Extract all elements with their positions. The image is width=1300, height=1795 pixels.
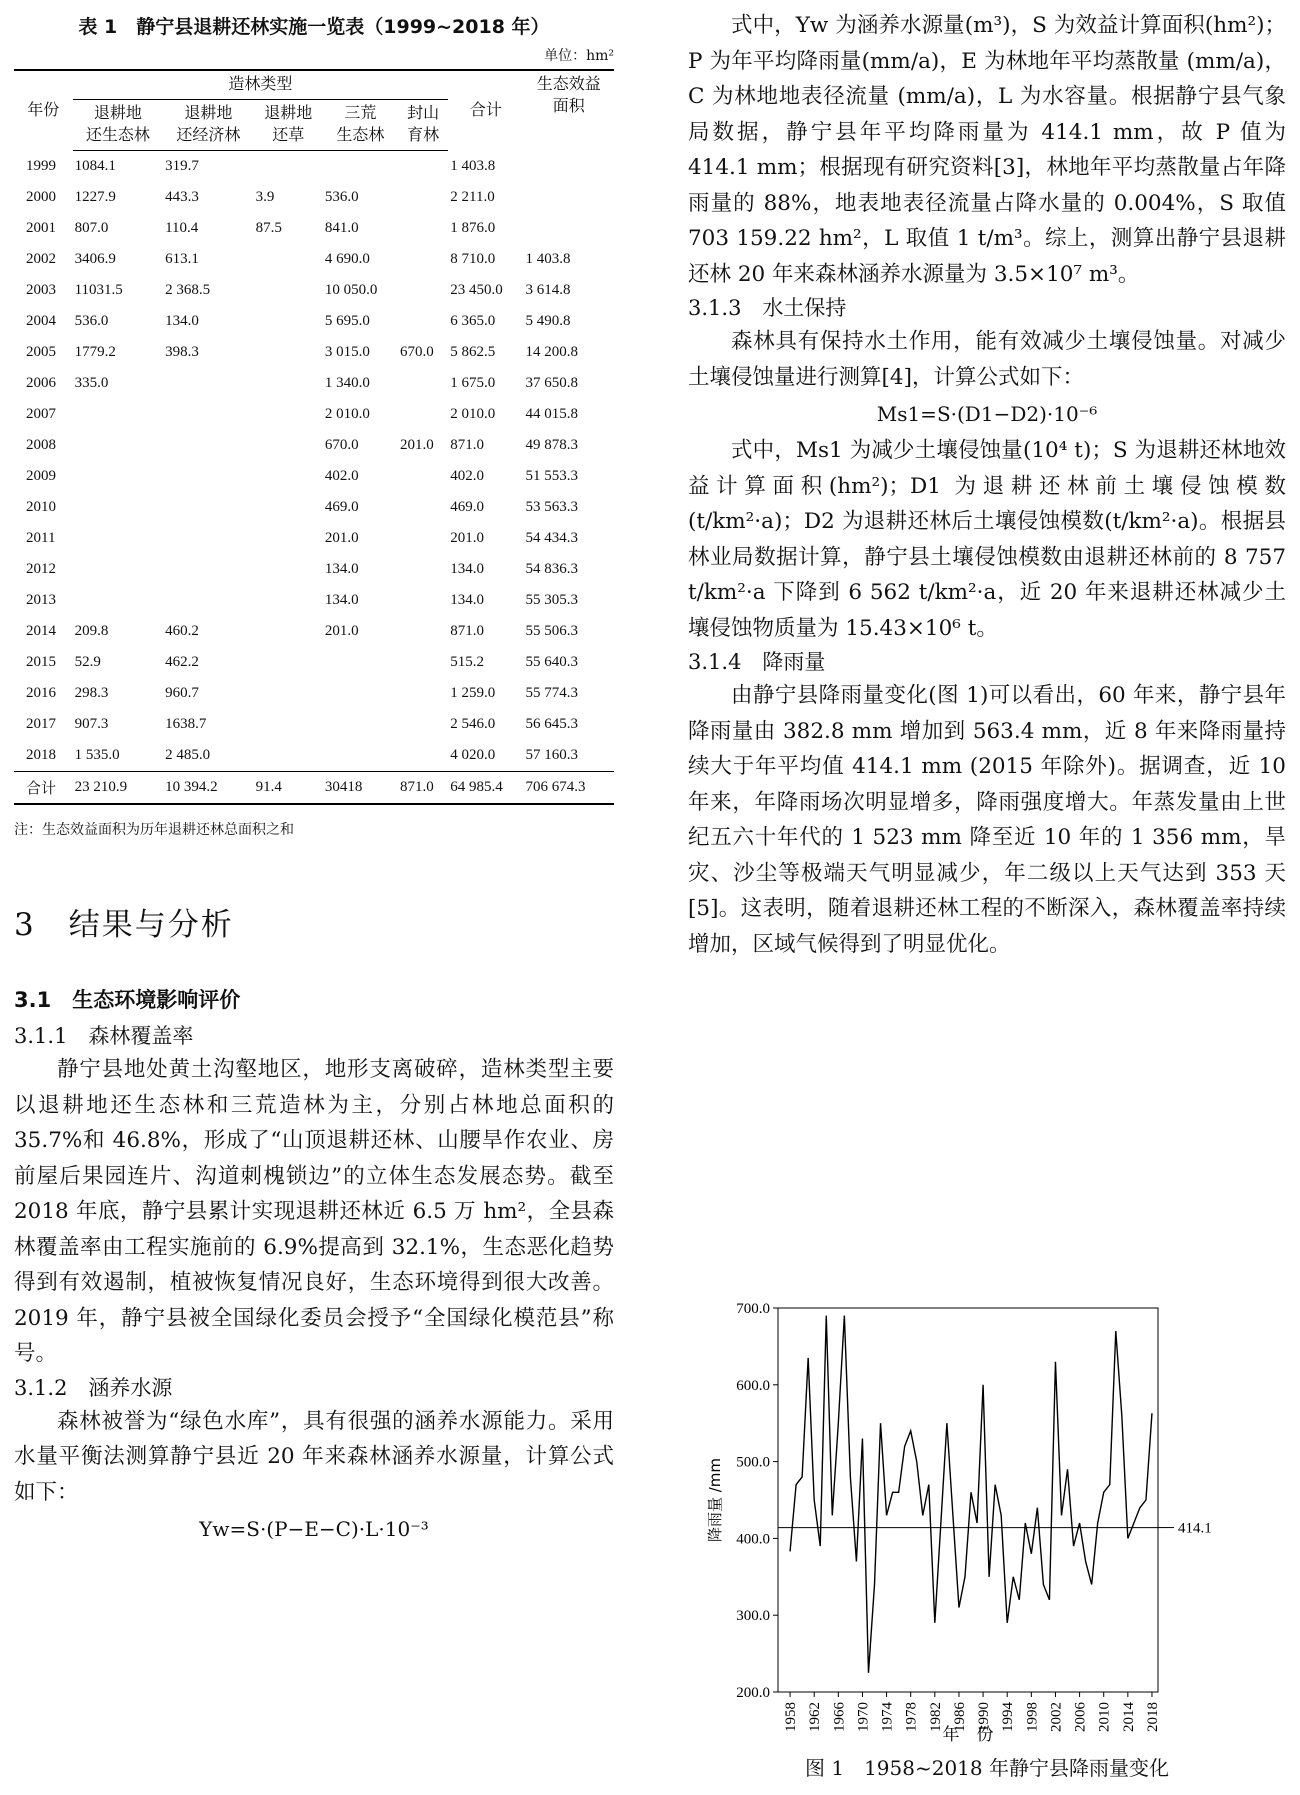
table-cell: 2004 — [26, 313, 56, 329]
table-cell — [73, 523, 164, 554]
table-cell: 201.0 — [450, 530, 484, 546]
table-cell: 670.0 — [324, 437, 359, 453]
table-cell — [398, 585, 448, 616]
table-cell: 670.0 — [400, 344, 434, 360]
table-cell: 10 394.2 — [163, 772, 254, 805]
y-tick-label: 500.0 — [736, 1454, 770, 1471]
subsubsection-water-conservation: 3.1.2 涵养水源 — [14, 1375, 173, 1400]
y-tick-label: 400.0 — [736, 1531, 770, 1548]
table-cell: 5 862.5 — [450, 344, 496, 360]
table-cell — [523, 151, 614, 183]
table-cell: 52.9 — [74, 654, 101, 670]
table-cell — [254, 306, 323, 337]
table-cell: 1 340.0 — [324, 375, 370, 391]
table-cell — [323, 709, 398, 740]
table-cell — [254, 585, 323, 616]
table-cell — [163, 461, 254, 492]
table-row — [14, 337, 614, 368]
table-cell: 402.0 — [450, 468, 484, 484]
table-cell: 871.0 — [398, 772, 448, 805]
table-cell — [254, 399, 323, 430]
table-cell: 2 368.5 — [165, 282, 211, 298]
table-cell: 1638.7 — [165, 716, 207, 732]
table-cell: 515.2 — [450, 654, 484, 670]
table-cell — [73, 461, 164, 492]
table-cell: 2009 — [26, 468, 56, 484]
header-area-line1: 生态效益 — [536, 76, 601, 93]
table-cell: 134.0 — [324, 592, 359, 608]
table-cell: 2016 — [26, 685, 56, 701]
table-row — [14, 430, 614, 461]
table-cell: 298.3 — [74, 685, 109, 701]
table-cell — [398, 554, 448, 585]
table-row — [14, 647, 614, 678]
paragraph-forest-coverage: 静宁县地处黄土沟壑地区，地形支离破碎，造林类型主要以退耕地还生态林和三荒造林为主，分别占林地总面积的 35.7%和 46.8%，形成了“山顶退耕还林、山腰旱作农业、房前屋后果园连片、沟道刺槐锁边”的立体生态发展态势。截至 2018 年底，静宁县累计实现退耕还林近 6.5 万 hm²，全县森林覆盖率由工程实施前的 6.9%提高到 32.1%，生态恶化趋势得到有效遏制，植被恢复情况良好，生态环境得到很大改善。2019 年，静宁县被全国绿化委员会授予“全国绿化模范县”称号。 — [14, 1057, 614, 1366]
x-tick-label: 2002 — [1048, 1702, 1065, 1732]
table-cell: 5 695.0 — [324, 313, 370, 329]
table-cell: 55 506.3 — [525, 623, 578, 639]
table-cell: 2010 — [26, 499, 56, 515]
table-cell — [398, 461, 448, 492]
table-cell: 841.0 — [324, 220, 359, 236]
table-cell: 91.4 — [254, 772, 323, 805]
header-col-line: 退耕地 — [93, 105, 142, 122]
table-cell: 443.3 — [165, 189, 199, 205]
table-cell — [163, 430, 254, 461]
table-cell: 536.0 — [324, 189, 359, 205]
table-cell — [398, 740, 448, 772]
header-col-line: 生态林 — [336, 127, 385, 144]
table-cell — [323, 678, 398, 709]
left-column — [14, 10, 614, 1548]
x-tick-label: 1978 — [903, 1702, 920, 1732]
table-cell: 3 614.8 — [525, 282, 571, 298]
paragraph-formula-explanation: 式中，Yw 为涵养水源量(m³)，S 为效益计算面积(hm²)；P 为年平均降雨量(mm/a)，E 为林地年平均蒸散量 (mm/a)，C 为林地地表径流量 (mm/a)，L 为水容量。根据静宁县气象局数据，静宁县年平均降雨量为 414.1 mm，故 P 值为 414.1 mm；根据现有研究资料[3]，林地年平均蒸散量占年降雨量的 88%，地表地表径流量占降水量的 0.004%，S 取值 703 159.22 hm²，L 取值 1 t/m³。综上，测算出静宁县退耕还林 20 年来森林涵养水源量为 3.5×10⁷ m³。 — [688, 13, 1286, 287]
table-cell: 402.0 — [324, 468, 359, 484]
table-cell — [254, 337, 323, 368]
table-row — [14, 275, 614, 306]
table-cell — [254, 368, 323, 399]
table-cell: 319.7 — [165, 158, 199, 174]
header-year: 年份 — [14, 70, 73, 151]
x-tick-label: 1970 — [855, 1702, 872, 1732]
formula-water: Yw=S·(P−E−C)·L·10⁻³ — [199, 1517, 429, 1541]
table-cell — [398, 399, 448, 430]
table-row — [14, 678, 614, 709]
table-cell: 1 403.8 — [525, 251, 571, 267]
table-cell — [398, 492, 448, 523]
table-cell: 23 450.0 — [450, 282, 503, 298]
table-cell — [163, 554, 254, 585]
table-cell: 10 050.0 — [324, 282, 378, 298]
y-tick-label: 300.0 — [736, 1608, 770, 1625]
table-cell: 398.3 — [165, 344, 199, 360]
table-cell: 51 553.3 — [525, 468, 578, 484]
table-cell — [398, 678, 448, 709]
header-col-1 — [163, 100, 254, 151]
table-cell: 56 645.3 — [525, 716, 578, 732]
table-cell: 2008 — [26, 437, 56, 453]
table-row — [14, 399, 614, 430]
table-cell: 335.0 — [74, 375, 109, 391]
table-cell — [523, 182, 614, 213]
mean-label: 414.1 — [1178, 1520, 1212, 1537]
table-cell — [254, 151, 323, 183]
header-area-line2: 面积 — [552, 98, 585, 115]
table-cell — [323, 647, 398, 678]
table-cell: 907.3 — [74, 716, 109, 732]
table-row — [14, 709, 614, 740]
y-axis-label: 降雨量 /mm — [706, 1457, 724, 1543]
table-cell — [398, 709, 448, 740]
table-cell: 2014 — [26, 623, 56, 639]
table-cell: 30418 — [323, 772, 398, 805]
table-cell — [398, 647, 448, 678]
table-cell: 201.0 — [324, 623, 359, 639]
table-cell: 1999 — [26, 157, 56, 174]
table-cell: 134.0 — [324, 561, 359, 577]
header-col-line: 还经济林 — [176, 127, 241, 144]
table-cell: 14 200.8 — [525, 344, 578, 360]
rainfall-series-line — [790, 1316, 1152, 1673]
table-title: 表 1 静宁县退耕还林实施一览表（1999~2018 年） — [78, 16, 550, 38]
table-cell: 1 535.0 — [74, 747, 120, 763]
table-cell: 54 836.3 — [525, 561, 578, 577]
table-cell: 合计 — [14, 772, 73, 805]
x-tick-label: 2014 — [1120, 1702, 1137, 1732]
table-cell: 2011 — [26, 530, 56, 546]
table-cell — [254, 678, 323, 709]
rainfall-chart — [688, 1288, 1286, 1748]
table-cell: 2015 — [26, 654, 56, 670]
table-cell — [73, 554, 164, 585]
x-tick-label: 1990 — [976, 1702, 993, 1732]
x-tick-label: 2018 — [1144, 1702, 1161, 1732]
table-cell — [398, 616, 448, 647]
table-cell: 2006 — [26, 375, 56, 391]
table-cell — [163, 523, 254, 554]
paragraph-water-conservation: 森林被誉为“绿色水库”，具有很强的涵养水源能力。采用水量平衡法测算静宁县近 20 年来森林涵养水源量，计算公式如下： — [14, 1408, 614, 1505]
table-unit: 单位：hm² — [544, 48, 614, 64]
table-cell — [254, 740, 323, 772]
reforestation-table — [14, 69, 614, 805]
paragraph-rainfall: 由静宁县降雨量变化(图 1)可以看出，60 年来，静宁县年降雨量由 382.8 mm 增加到 563.4 mm，近 8 年来降雨量持续大于年平均值 414.1 mm (2015 年除外)。据调查，近 10 年来，年降雨场次明显增多，降雨强度增大。年蒸发量由上世纪五六十年代的 1 523 mm 降至近 10 年的 1 356 mm，旱灾、沙尘等极端天气明显减少，年二级以上天气达到 353 天[5]。这表明，随着退耕还林工程的不断深入，森林覆盖率持续增加，区域气候得到了明显优化。 — [688, 683, 1286, 957]
table-cell: 469.0 — [324, 499, 359, 515]
table-cell: 2005 — [26, 344, 56, 360]
table-cell — [254, 492, 323, 523]
table-cell: 2003 — [26, 282, 56, 298]
table-cell: 134.0 — [450, 561, 484, 577]
header-total: 合计 — [448, 70, 523, 151]
table-cell: 2 010.0 — [324, 406, 370, 422]
table-cell: 23 210.9 — [73, 772, 164, 805]
section-heading: 3 结果与分析 — [14, 907, 234, 943]
table-cell: 8 710.0 — [450, 251, 496, 267]
table-cell — [254, 554, 323, 585]
table-cell: 1 876.0 — [450, 220, 496, 236]
x-tick-label: 1974 — [879, 1702, 896, 1732]
table-cell — [163, 492, 254, 523]
table-cell — [398, 306, 448, 337]
header-col-2 — [254, 100, 323, 151]
table-cell: 87.5 — [255, 220, 282, 236]
header-area — [523, 70, 614, 151]
table-cell: 53 563.3 — [525, 499, 578, 515]
table-cell — [398, 213, 448, 244]
table-cell — [398, 523, 448, 554]
header-col-line: 三荒 — [344, 105, 377, 122]
header-col-line: 退耕地 — [264, 105, 313, 122]
table-row — [14, 585, 614, 616]
table-cell: 2000 — [26, 189, 56, 205]
table-cell — [523, 213, 614, 244]
table-row — [14, 368, 614, 399]
right-column — [688, 8, 1286, 962]
header-col-4 — [398, 100, 448, 151]
table-cell: 613.1 — [165, 251, 199, 267]
table-cell — [254, 275, 323, 306]
x-tick-label: 1982 — [927, 1702, 944, 1732]
x-tick-label: 1994 — [1000, 1702, 1017, 1732]
table-cell: 4 020.0 — [450, 747, 496, 763]
table-cell: 2012 — [26, 561, 56, 577]
plot-frame — [778, 1308, 1158, 1692]
x-tick-label: 1966 — [831, 1702, 848, 1732]
table-cell — [254, 430, 323, 461]
table-cell — [163, 585, 254, 616]
table-cell: 2013 — [26, 592, 56, 608]
table-cell: 1 403.8 — [450, 157, 496, 174]
table-cell: 54 434.3 — [525, 530, 578, 546]
table-cell: 2018 — [26, 747, 56, 763]
table-row — [14, 182, 614, 213]
table-cell: 3 015.0 — [324, 344, 370, 360]
table-cell — [73, 585, 164, 616]
table-cell — [254, 709, 323, 740]
table-cell: 134.0 — [165, 313, 199, 329]
subsubsection-forest-coverage: 3.1.1 森林覆盖率 — [14, 1024, 194, 1048]
table-cell: 462.2 — [165, 654, 199, 670]
table-cell — [398, 151, 448, 183]
table-cell: 37 650.8 — [525, 375, 578, 391]
header-col-line: 还生态林 — [85, 127, 150, 144]
table-cell: 2 546.0 — [450, 716, 496, 732]
x-tick-label: 1958 — [783, 1702, 800, 1732]
x-tick-label: 2010 — [1096, 1702, 1113, 1732]
header-group: 造林类型 — [73, 70, 449, 100]
subsubsection-soil-conservation: 3.1.3 水土保持 — [688, 296, 847, 320]
table-row — [14, 306, 614, 337]
table-cell — [163, 368, 254, 399]
table-cell — [398, 182, 448, 213]
x-axis-label: 年 份 — [942, 1725, 994, 1745]
table-cell: 469.0 — [450, 499, 484, 515]
table-cell — [73, 399, 164, 430]
header-col-line: 育林 — [407, 127, 440, 144]
table-cell: 960.7 — [165, 685, 199, 701]
header-col-line: 还草 — [272, 127, 305, 144]
table-cell: 706 674.3 — [523, 772, 614, 805]
table-row — [14, 523, 614, 554]
table-cell — [254, 244, 323, 275]
table-cell: 134.0 — [450, 592, 484, 608]
formula-soil: Ms1=S·(D1−D2)·10⁻⁶ — [876, 402, 1098, 426]
y-tick-label: 600.0 — [736, 1377, 770, 1394]
table-cell: 201.0 — [400, 437, 434, 453]
table-cell — [254, 647, 323, 678]
table-cell: 55 774.3 — [525, 685, 578, 701]
table-row — [14, 554, 614, 585]
table-cell: 64 985.4 — [448, 772, 523, 805]
x-tick-label: 1998 — [1024, 1702, 1041, 1732]
table-cell: 2 211.0 — [450, 189, 495, 205]
table-cell — [398, 244, 448, 275]
table-cell: 3.9 — [255, 189, 275, 205]
table-cell: 1227.9 — [74, 189, 116, 205]
table-cell — [398, 275, 448, 306]
table-cell: 55 640.3 — [525, 654, 578, 670]
table-cell: 201.0 — [324, 530, 359, 546]
table-cell: 2 010.0 — [450, 406, 496, 422]
table-cell: 1 259.0 — [450, 685, 496, 701]
header-col-0 — [73, 100, 164, 151]
table-cell: 57 160.3 — [525, 747, 578, 763]
header-col-line: 退耕地 — [184, 105, 233, 122]
table-row — [14, 616, 614, 647]
y-tick-label: 700.0 — [736, 1301, 770, 1317]
table-cell: 3406.9 — [74, 251, 116, 267]
table-cell: 2017 — [26, 716, 56, 732]
table-cell: 5 490.8 — [525, 313, 571, 329]
table-cell: 807.0 — [74, 220, 109, 236]
header-col-3 — [323, 100, 398, 151]
table-cell — [398, 368, 448, 399]
table-cell: 1084.1 — [74, 158, 116, 174]
table-cell: 49 878.3 — [525, 437, 578, 453]
table-cell: 460.2 — [165, 623, 199, 639]
table-cell — [254, 523, 323, 554]
subsection-heading: 3.1 生态环境影响评价 — [14, 988, 241, 1012]
table-cell: 871.0 — [450, 437, 484, 453]
table-row — [14, 213, 614, 244]
table-cell — [73, 492, 164, 523]
paragraph-soil-explanation: 式中，Ms1 为减少土壤侵蚀量(10⁴ t)；S 为退耕还林地效益计算面积(hm²)；D1 为退耕还林前土壤侵蚀模数(t/km²·a)；D2 为退耕还林后土壤侵蚀模数(t/km²·a)。根据县林业局数据计算，静宁县土壤侵蚀模数由退耕还林前的 8 757 t/km²·a 下降到 6 562 t/km²·a，近 20 年来退耕还林减少土壤侵蚀物质量为 15.43×10⁶ t。 — [688, 438, 1286, 641]
table-cell: 6 365.0 — [450, 313, 496, 329]
table-row — [14, 492, 614, 523]
table-row — [14, 244, 614, 275]
table-cell: 44 015.8 — [525, 406, 578, 422]
table-cell: 55 305.3 — [525, 592, 578, 608]
table-row — [14, 740, 614, 772]
table-row — [14, 151, 614, 183]
table-cell — [323, 740, 398, 772]
table-cell: 2002 — [26, 251, 56, 267]
table-cell: 2 485.0 — [165, 747, 211, 763]
figure-caption: 图 1 1958~2018 年静宁县降雨量变化 — [805, 1756, 1169, 1780]
table-cell: 536.0 — [74, 313, 109, 329]
table-cell: 1779.2 — [74, 344, 116, 360]
table-cell: 1 675.0 — [450, 375, 496, 391]
x-tick-label: 1962 — [807, 1702, 824, 1732]
table-cell: 871.0 — [450, 623, 484, 639]
x-tick-label: 1986 — [951, 1702, 968, 1732]
table-row — [14, 461, 614, 492]
table-cell — [254, 461, 323, 492]
paragraph-soil-conservation: 森林具有保持水土作用，能有效减少土壤侵蚀量。对减少土壤侵蚀量进行测算[4]，计算公式如下： — [688, 329, 1286, 390]
table-cell — [323, 151, 398, 183]
subsubsection-rainfall: 3.1.4 降雨量 — [688, 650, 826, 674]
table-cell: 4 690.0 — [324, 251, 370, 267]
table-note: 注：生态效益面积为历年退耕还林总面积之和 — [14, 822, 294, 838]
table-row — [14, 772, 614, 805]
header-col-line: 封山 — [407, 105, 440, 122]
table-cell — [163, 399, 254, 430]
table-cell: 11031.5 — [74, 282, 123, 298]
table-cell — [73, 430, 164, 461]
table-cell: 209.8 — [74, 623, 109, 639]
table-cell: 110.4 — [165, 220, 199, 236]
x-tick-label: 2006 — [1072, 1702, 1089, 1732]
table-cell: 2001 — [26, 220, 56, 236]
table-cell: 2007 — [26, 406, 56, 422]
y-tick-label: 200.0 — [736, 1685, 770, 1701]
table-cell — [254, 616, 323, 647]
